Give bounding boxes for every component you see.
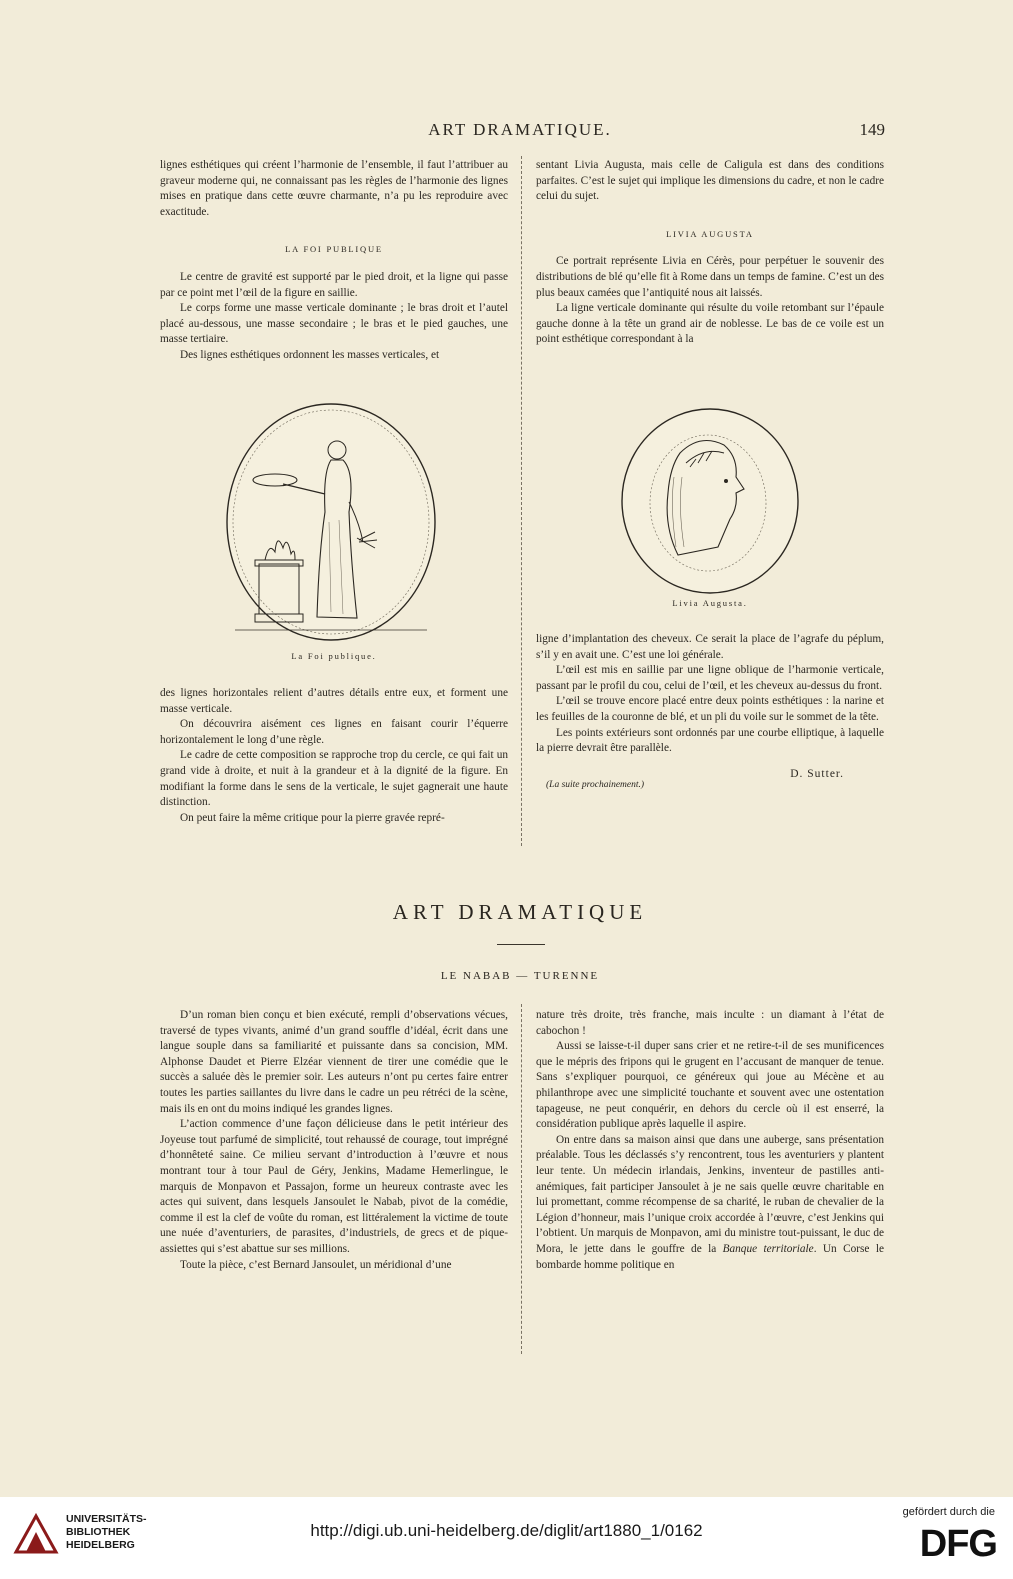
page-number: 149 [859, 120, 885, 139]
italic-term: Banque territoriale [722, 1242, 814, 1255]
paragraph: Le cadre de cette composition se rapproche trop du cercle, ce qui fait un grand vide à droite, et nuit à la grandeur et à la dignité de la figure. En modifiant la forme dans le sens de la verticale, le sujet gagnerait une haute distinction. [160, 749, 508, 809]
paragraph: L’œil se trouve encore placé entre deux points esthétiques : la narine et les feuilles de la couronne de blé, et un pli du voile sur le sommet de la tête. [536, 695, 884, 723]
paragraph: Les points extérieurs sont ordonnés par une courbe elliptique, à laquelle la pierre devrait être parallèle. [536, 726, 884, 755]
paragraph: Aussi se laisse-t-il duper sans crier et ne retire-t-il de ses munificences que le mépris des fripons qui le grugent en l’accusant de manquer de tenue. Sans s’expliquer pourquoi, ce généreux qui joue au Mécène et au philanthrope avec une simplicité touchante et souvent avec une ostentation tapageuse, ne peut conquérir, en dehors du cercle où il est enserré, la considération publique après laquelle il aspire. [536, 1040, 884, 1131]
upper-left-column-continued [160, 686, 508, 826]
paragraph-text-end: . Un Corse le bombarde homme politique en [536, 1242, 884, 1271]
upper-right-column [536, 158, 884, 348]
library-line: BIBLIOTHEK [66, 1526, 131, 1538]
article-left-column [160, 1008, 508, 1273]
paragraph: On découvrira aisément ces lignes en faisant courir l’équerre horizontalement le long d’une règle. [160, 718, 508, 746]
continuation-note: (La suite prochainement.) [546, 780, 645, 791]
paragraph [536, 1133, 884, 1273]
upper-right-column-continued [536, 632, 884, 794]
paragraph: Le corps forme une masse verticale dominante ; le bras droit et l’autel placé au-dessous, une masse secondaire ; le bras et le pied gauches, une masse tertiaire. [160, 302, 508, 346]
figure-caption: La Foi publique. [291, 651, 377, 661]
paragraph: sentant Livia Augusta, mais celle de Caligula est dans des conditions parfaites. C’est le sujet qui implique les dimensions du cadre, et non le cadre celui du sujet. [536, 159, 884, 203]
figure-caption: Livia Augusta. [672, 598, 748, 608]
funder-label: gefördert durch die [902, 1506, 995, 1518]
permalink[interactable]: http://digi.ub.uni-heidelberg.de/diglit/art1880_1/0162 [310, 1521, 703, 1540]
author-signature: D. Sutter. [790, 767, 844, 780]
paragraph: Des lignes esthétiques ordonnent les masses verticales, et [180, 348, 440, 361]
running-header [155, 120, 885, 146]
paragraph: des lignes horizontales relient d’autres détails entre eux, et forment une masse verticale. [160, 687, 508, 715]
footer-bar [0, 1497, 1013, 1579]
paragraph: lignes esthétiques qui créent l’harmonie de l’ensemble, il faut l’attribuer au graveur moderne qui, ne connaissant pas les règles de l’harmonie des lignes mises en pratique dans cette œuvre charmante, n’a pu les reproduire avec exactitude. [160, 159, 508, 218]
paragraph: Toute la pièce, c’est Bernard Jansoulet, un méridional d’une [180, 1258, 452, 1271]
paragraph-text: On entre dans sa maison ainsi que dans une auberge, sans présentation préalable. Tous les déclassés s’y rencontrent, tous les aventuriers y plantent leur tente. Un médecin irlandais, Jenkins, inventeur de pastilles anti-anémiques, fait participer Jansoulet à je ne sais quelle œuvre charitable en lui promettant, comme récompense de sa charité, le ruban de chevalier de la Légion d’honneur, mais l’unique croix accordée à l’œuvre, c’est Jenkins qui l’obtient. Un marquis de Monpavon, ami du ministre tout-puissant, le duc de Mora, le jette dans le gouffre de la [536, 1133, 884, 1255]
paragraph: ligne d’implantation des cheveux. Ce serait la place de l’agrafe du péplum, s’il y en avait une. C’est une loi générale. [536, 633, 884, 661]
paragraph: L’action commence d’une façon délicieuse dans le petit intérieur des Joyeuse tout parfumé de simplicité, tout rehaussé de courage, tout imprégné d’honnêteté saine. Ce milieu servant d’introduction à l’œuvre et nous montrant tour à tour Paul de Géry, Jenkins, Madame Hemerlingue, le marquis de Monpavon et Passajon, forme un heureux contraste avec les actes qui suivent, dans lesquels Jansoulet le Nabab, pivot de la comédie, comme il est la clef de voûte du roman, est littéralement la victime de toute une nuée d’aventuriers, de parasites, d’industriels, de grecs et de pique-assiettes qui s’est abattue sur ses millions. [160, 1118, 508, 1255]
dfg-logo: DFG [919, 1523, 997, 1565]
paragraph: Le centre de gravité est supporté par le pied droit, et la ligne qui passe par ce point met l’œil de la figure en saillie. [160, 270, 508, 299]
upper-left-column [160, 158, 508, 364]
column-divider [521, 156, 522, 846]
paragraph: La ligne verticale dominante qui résulte du voile retombant sur l’épaule gauche donne à la tête un grand air de noblesse. Le bas de ce voile est un point esthétique correspondant à la [536, 302, 884, 346]
running-title: ART DRAMATIQUE. [428, 120, 612, 139]
section-heading: LIVIA AUGUSTA [666, 228, 754, 239]
paragraph: L’œil est mis en saillie par une ligne oblique de l’harmonie verticale, passant par le profil du cou, celui de l’œil, et les cheveux au-dessus du front. [536, 664, 884, 692]
article-right-column [536, 1008, 884, 1273]
title-rule [497, 944, 545, 945]
library-line: HEIDELBERG [66, 1539, 135, 1551]
article-subtitle: LE NABAB — TURENNE [440, 970, 600, 982]
la-foi-publique-engraving [225, 402, 437, 642]
paragraph: Ce portrait représente Livia en Cérès, pour perpétuer le souvenir des distributions de blé qu’elle fit à Rome dans un temps de famine. C’est un des plus beaux camées que l’antiquité nous ait laissés. [536, 255, 884, 299]
paragraph: On peut faire la même critique pour la pierre gravée repré- [180, 811, 445, 824]
article-title: ART DRAMATIQUE [392, 900, 648, 924]
library-line: UNIVERSITÄTS- [66, 1513, 147, 1525]
section-heading: LA FOI PUBLIQUE [285, 244, 383, 255]
livia-augusta-cameo [620, 407, 800, 595]
paragraph: D’un roman bien conçu et bien exécuté, rempli d’observations vécues, traversé de types vivants, animé d’un grand souffle d’idéal, écrit dans une langue souple dans sa familiarité et puissante dans sa concision, MM. Alphonse Daudet et Pierre Elzéar viennent de tirer une comédie que le succès a saluée dès le premier soir. Les auteurs n’ont pu certes faire entrer toutes les parties saillantes du livre dans le cadre un peu rétréci de la scène, mais ils en ont du moins indiqué les grandes lignes. [160, 1009, 508, 1115]
paragraph: nature très droite, très franche, mais inculte : un diamant à l’état de cabochon ! [536, 1009, 884, 1037]
column-divider [521, 1004, 522, 1354]
